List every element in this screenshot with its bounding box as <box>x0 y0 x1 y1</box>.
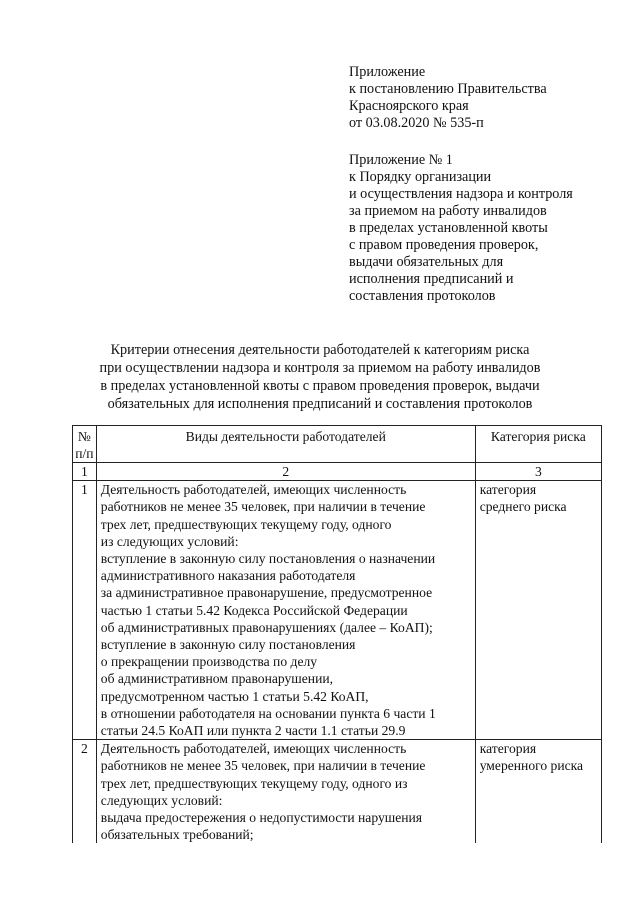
activity-line: частью 1 статьи 5.42 Кодекса Российской Федерации <box>100 602 408 618</box>
activity-line: в отношении работодателя на основании пункта 6 части 1 <box>100 705 436 721</box>
annex-header-line: от 03.08.2020 № 535-п <box>349 115 484 131</box>
activity-cell <box>96 740 475 844</box>
column-number: 2 <box>96 463 475 481</box>
column-numbers-row <box>73 463 602 481</box>
header-number-line: п/п <box>75 446 94 461</box>
annex-header-line: к постановлению Правительства <box>349 81 547 97</box>
activity-line: об административных правонарушениях (далее – КоАП); <box>100 619 433 635</box>
header-category: Категория риска <box>475 426 601 463</box>
category-line: категория <box>479 482 537 498</box>
activity-line: об административном правонарушении, <box>100 671 334 687</box>
category-cell <box>475 481 601 740</box>
annex-header <box>349 64 547 132</box>
header-number-line: № <box>77 429 91 444</box>
table-row <box>73 740 602 844</box>
annex1-header <box>349 152 573 305</box>
column-number: 3 <box>475 463 601 481</box>
risk-criteria-table <box>72 425 602 843</box>
activity-line: за административное правонарушение, предусмотренное <box>100 585 433 601</box>
category-line: умеренного риска <box>479 758 584 774</box>
annex1-header-line: за приемом на работу инвалидов <box>349 203 547 219</box>
activity-line: вступление в законную силу постановления о назначении <box>100 551 436 567</box>
column-number: 1 <box>73 463 97 481</box>
annex-header-line: Красноярского края <box>349 98 469 114</box>
annex1-header-line: и осуществления надзора и контроля <box>349 186 573 202</box>
activity-line: Деятельность работодателей, имеющих численность <box>100 482 407 498</box>
activity-line: вступление в законную силу постановления <box>100 637 356 653</box>
activity-line: о прекращении производства по делу <box>100 654 318 670</box>
title-line: обязательных для исполнения предписаний и составления протоколов <box>107 396 533 412</box>
title-line: при осуществлении надзора и контроля за приемом на работу инвалидов <box>99 360 541 376</box>
title-line: в пределах установленной квоты с правом проведения проверок, выдачи <box>100 378 540 394</box>
title-line: Критерии отнесения деятельности работодателей к категориям риска <box>110 342 530 358</box>
activity-line: следующих условий: <box>100 792 223 808</box>
activity-line: административного наказания работодателя <box>100 568 356 584</box>
activity-line: статьи 24.5 КоАП или пункта 2 части 1.1 статьи 29.9 <box>100 723 406 739</box>
table-row <box>73 481 602 740</box>
activity-line: Деятельность работодателей, имеющих численность <box>100 741 407 757</box>
annex1-header-line: в пределах установленной квоты <box>349 220 548 236</box>
row-number: 1 <box>73 481 97 740</box>
annex1-header-line: с правом проведения проверок, <box>349 237 539 253</box>
activity-line: трех лет, предшествующих текущему году, одного <box>100 516 392 532</box>
annex1-header-line: выдачи обязательных для <box>349 254 504 270</box>
activity-line: предусмотренном частью 1 статьи 5.42 КоАП, <box>100 688 369 704</box>
activity-line: работников не менее 35 человек, при наличии в течение <box>100 499 426 515</box>
annex1-header-line: исполнения предписаний и <box>349 271 514 287</box>
activity-line: выдача предостережения о недопустимости нарушения <box>100 810 423 826</box>
annex1-header-line: к Порядку организации <box>349 169 492 185</box>
activity-line: обязательных требований; <box>100 827 254 843</box>
annex1-header-line: Приложение № 1 <box>349 152 453 168</box>
header-activities: Виды деятельности работодателей <box>96 426 475 463</box>
activity-line: из следующих условий: <box>100 533 239 549</box>
header-number <box>73 426 97 463</box>
category-cell <box>475 740 601 844</box>
table-header-row <box>73 426 602 463</box>
category-line: среднего риска <box>479 499 567 515</box>
document-title <box>60 341 580 413</box>
category-line: категория <box>479 741 537 757</box>
row-number: 2 <box>73 740 97 844</box>
annex-header-line: Приложение <box>349 64 426 80</box>
annex1-header-line: составления протоколов <box>349 288 496 304</box>
activity-line: работников не менее 35 человек, при наличии в течение <box>100 758 426 774</box>
activity-cell <box>96 481 475 740</box>
activity-line: трех лет, предшествующих текущему году, одного из <box>100 775 408 791</box>
